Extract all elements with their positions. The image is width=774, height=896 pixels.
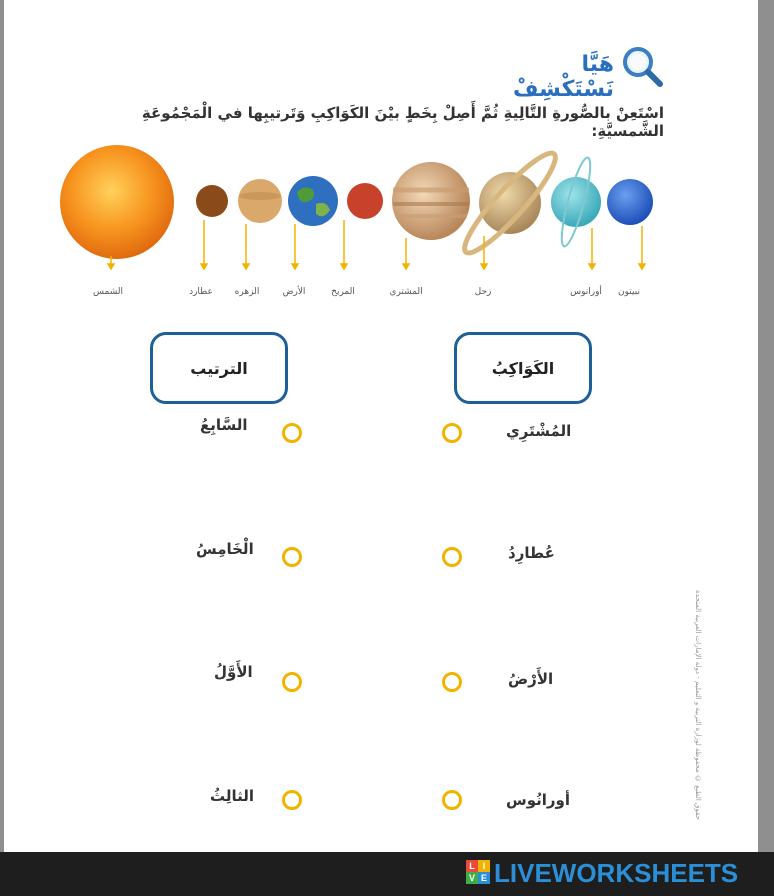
order-connector-dot[interactable] <box>282 547 302 567</box>
label-mars: المريخ <box>331 287 355 297</box>
footer-bar <box>0 852 774 896</box>
planet-connector-dot[interactable] <box>442 547 462 567</box>
label-venus: الزهره <box>234 287 260 297</box>
planet-connector-dot[interactable] <box>442 423 462 443</box>
uranus-planet <box>551 177 601 227</box>
order-item: الثالِثُ <box>210 787 255 805</box>
planet-connector-dot[interactable] <box>442 672 462 692</box>
label-earth: الأرض <box>282 287 306 297</box>
solar-system-illustration <box>4 130 758 290</box>
instruction-text: اسْتَعِنْ بالصُّورةِ التَّالِيةِ ثُمَّ أَصِلْ بِخَطٍ بيْنَ الكَوَاكِبِ وَتَرتيبِها في الْمَجْمُوعَةِ الشَّمسيَّةِ: <box>141 104 664 140</box>
planet-item: عُطارِدُ <box>508 544 555 562</box>
order-connector-dot[interactable] <box>282 790 302 810</box>
planet-item: الأَرْضُ <box>508 670 554 688</box>
copyright-note: حقوق الطبع © محفوظة لوزارة التربية و التعليم - دولة الإمارات العربية المتحدة <box>694 590 702 820</box>
jupiter-planet <box>392 162 470 240</box>
order-header: الترتيب <box>150 332 288 404</box>
planet-item: أورانُوس <box>506 791 570 809</box>
neptune-planet <box>607 179 653 225</box>
magnifier-icon <box>620 44 666 90</box>
label-neptune: نبيتون <box>618 287 640 297</box>
sun-planet <box>60 145 174 259</box>
label-saturn: زحل <box>474 287 492 297</box>
planet-item: المُشْتَرِي <box>506 422 572 440</box>
label-jupiter: المشتري <box>389 287 423 297</box>
earth-planet <box>288 176 338 226</box>
mars-planet <box>347 183 383 219</box>
planet-connector-dot[interactable] <box>442 790 462 810</box>
order-connector-dot[interactable] <box>282 672 302 692</box>
label-uranus: أورانوس <box>570 287 602 297</box>
venus-planet <box>238 179 282 223</box>
label-sun: الشمس <box>93 287 123 297</box>
liveworksheets-logo-icon: L I V E <box>466 860 490 884</box>
label-mercury: عطارد <box>189 287 213 297</box>
page-title: هَيَّا نَسْتَكْشِفْ <box>512 52 614 102</box>
mercury-planet <box>196 185 228 217</box>
planets-header: الكَوَاكِبُ <box>454 332 592 404</box>
order-item: الْخَامِسُ <box>196 540 254 558</box>
order-item: السَّابِعُ <box>200 416 248 434</box>
order-item: الأَوَّلُ <box>214 663 253 681</box>
worksheet-page <box>4 0 758 852</box>
liveworksheets-brand[interactable]: LIVEWORKSHEETS <box>494 858 739 888</box>
order-connector-dot[interactable] <box>282 423 302 443</box>
